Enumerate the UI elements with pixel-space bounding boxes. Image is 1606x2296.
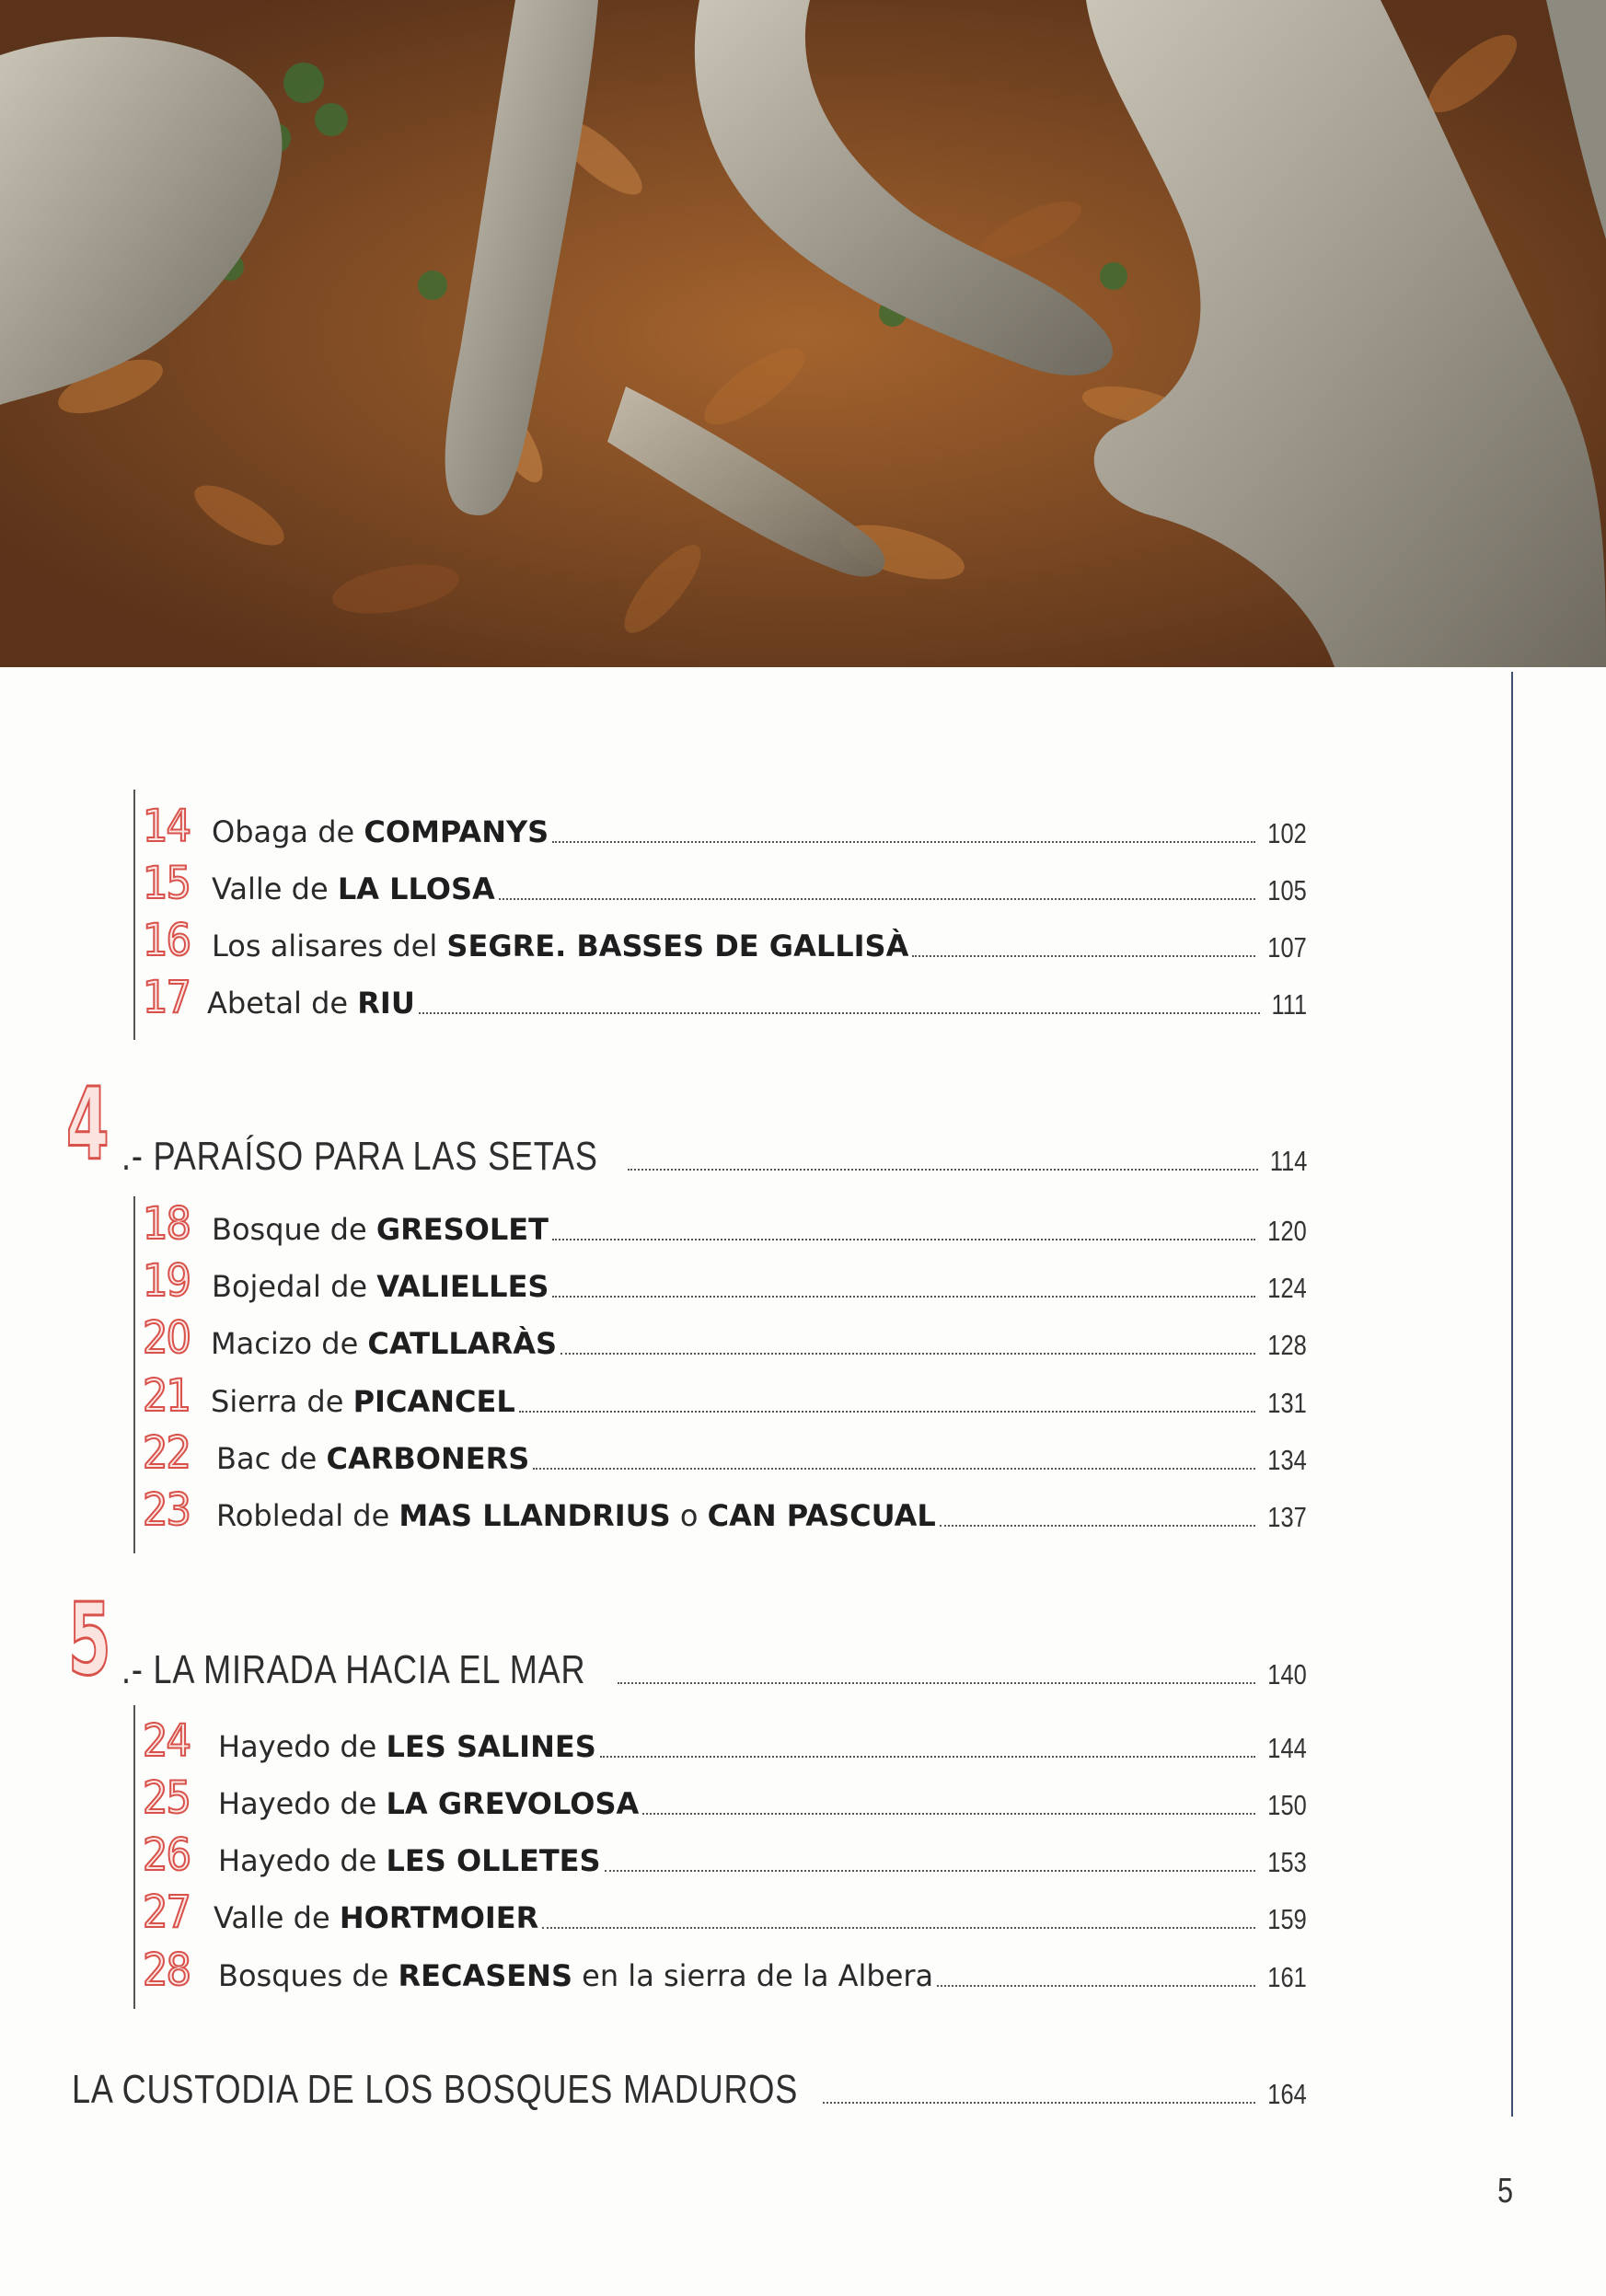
section-4-heading[interactable] <box>121 1125 1307 1180</box>
entry-title: Hayedo de LES OLLETES <box>218 1843 601 1878</box>
section-page: 114 <box>1269 1145 1307 1177</box>
dot-leader <box>533 1468 1255 1470</box>
entry-title: Bosques de RECASENS en la sierra de la Albera <box>218 1958 934 1993</box>
entry-title: Los alisares del SEGRE. BASSES DE GALLISÀ <box>212 929 909 963</box>
entry-page: 131 <box>1267 1387 1307 1419</box>
entry-page: 159 <box>1267 1903 1307 1935</box>
toc-entry-20[interactable] <box>143 1312 1307 1364</box>
entry-page: 120 <box>1267 1215 1307 1247</box>
entry-number: 14 <box>143 801 190 852</box>
entry-page: 105 <box>1267 874 1307 906</box>
section-5-number: 5 <box>68 1583 111 1698</box>
toc-entry-21[interactable] <box>143 1370 1307 1422</box>
entry-number: 23 <box>143 1484 190 1536</box>
entry-number: 18 <box>143 1198 190 1250</box>
entry-title: Valle de HORTMOIER <box>214 1900 539 1935</box>
entry-title: Hayedo de LA GREVOLOSA <box>218 1786 640 1821</box>
entry-number: 25 <box>143 1772 190 1824</box>
entry-number: 26 <box>143 1829 190 1881</box>
dot-leader <box>937 1985 1255 1987</box>
toc-entry-18[interactable] <box>143 1198 1307 1250</box>
toc-entry-26[interactable] <box>143 1829 1307 1881</box>
dot-leader <box>419 1012 1260 1014</box>
entry-number: 20 <box>143 1312 190 1364</box>
dot-leader <box>519 1411 1256 1413</box>
dot-leader <box>823 2102 1255 2104</box>
section-4-number: 4 <box>66 1067 110 1183</box>
entry-title: Bojedal de VALIELLES <box>212 1269 549 1304</box>
entry-title: Macizo de CATLLARÀS <box>211 1326 558 1361</box>
dot-leader <box>642 1813 1255 1815</box>
dot-leader <box>618 1682 1255 1684</box>
dot-leader <box>940 1525 1256 1527</box>
entry-page: 107 <box>1267 931 1307 963</box>
dot-leader <box>912 955 1255 957</box>
dot-leader <box>552 841 1255 843</box>
toc-entry-14[interactable] <box>143 801 1307 852</box>
toc-entry-27[interactable] <box>143 1886 1307 1938</box>
entry-page: 137 <box>1267 1501 1307 1533</box>
dot-leader <box>560 1353 1255 1355</box>
entry-number: 19 <box>143 1255 190 1307</box>
entry-page: 150 <box>1267 1789 1307 1821</box>
toc-entry-22[interactable] <box>143 1427 1307 1479</box>
dot-leader <box>552 1296 1255 1298</box>
entry-page: 134 <box>1267 1444 1307 1476</box>
dot-leader <box>628 1169 1257 1171</box>
dot-leader <box>605 1870 1256 1872</box>
toc-entry-16[interactable] <box>143 915 1307 966</box>
entry-page: 111 <box>1271 988 1307 1021</box>
entry-number: 15 <box>143 858 190 909</box>
section-page: 140 <box>1267 1658 1307 1690</box>
entry-number: 21 <box>143 1370 190 1422</box>
dot-leader <box>499 898 1255 900</box>
dot-leader <box>600 1756 1256 1758</box>
section-title: .- LA MIRADA HACIA EL MAR <box>121 1647 586 1692</box>
closing-title: LA CUSTODIA DE LOS BOSQUES MADUROS <box>72 2067 799 2112</box>
closing-entry[interactable] <box>72 2058 1307 2113</box>
toc-entry-23[interactable] <box>143 1484 1307 1536</box>
entry-page: 128 <box>1267 1329 1307 1361</box>
entries-vertical-rule <box>133 1705 135 2009</box>
entry-page: 153 <box>1267 1846 1307 1878</box>
entry-title: Valle de LA LLOSA <box>212 871 495 906</box>
entry-title: Hayedo de LES SALINES <box>218 1729 596 1764</box>
entry-title: Bac de CARBONERS <box>216 1441 530 1476</box>
toc-entry-25[interactable] <box>143 1772 1307 1824</box>
section-5-heading[interactable] <box>121 1638 1307 1693</box>
entry-page: 161 <box>1267 1961 1307 1993</box>
entry-title: Sierra de PICANCEL <box>211 1384 515 1419</box>
entry-number: 17 <box>143 972 190 1023</box>
toc-entry-17[interactable] <box>143 972 1307 1023</box>
entry-title: Obaga de COMPANYS <box>212 814 549 849</box>
entry-title: Abetal de RIU <box>207 986 415 1021</box>
entry-number: 27 <box>143 1886 190 1938</box>
toc-entry-15[interactable] <box>143 858 1307 909</box>
dot-leader <box>542 1927 1255 1929</box>
dot-leader <box>552 1239 1255 1240</box>
section-title: .- PARAÍSO PARA LAS SETAS <box>121 1134 598 1179</box>
entries-vertical-rule <box>133 790 135 1040</box>
entry-page: 102 <box>1267 817 1307 849</box>
closing-page: 164 <box>1267 2078 1307 2110</box>
toc-entry-19[interactable] <box>143 1255 1307 1307</box>
toc-entry-28[interactable] <box>143 1944 1307 1996</box>
toc-entry-24[interactable] <box>143 1715 1307 1767</box>
entry-title: Robledal de MAS LLANDRIUS o CAN PASCUAL <box>216 1498 936 1533</box>
entry-number: 28 <box>143 1944 190 1996</box>
entry-number: 22 <box>143 1427 190 1479</box>
page-number: 5 <box>1497 2172 1514 2210</box>
entry-page: 144 <box>1267 1732 1307 1764</box>
entry-page: 124 <box>1267 1272 1307 1304</box>
entry-title: Bosque de GRESOLET <box>212 1212 549 1247</box>
entry-number: 16 <box>143 915 190 966</box>
entries-vertical-rule <box>133 1196 135 1553</box>
entry-number: 24 <box>143 1715 190 1767</box>
